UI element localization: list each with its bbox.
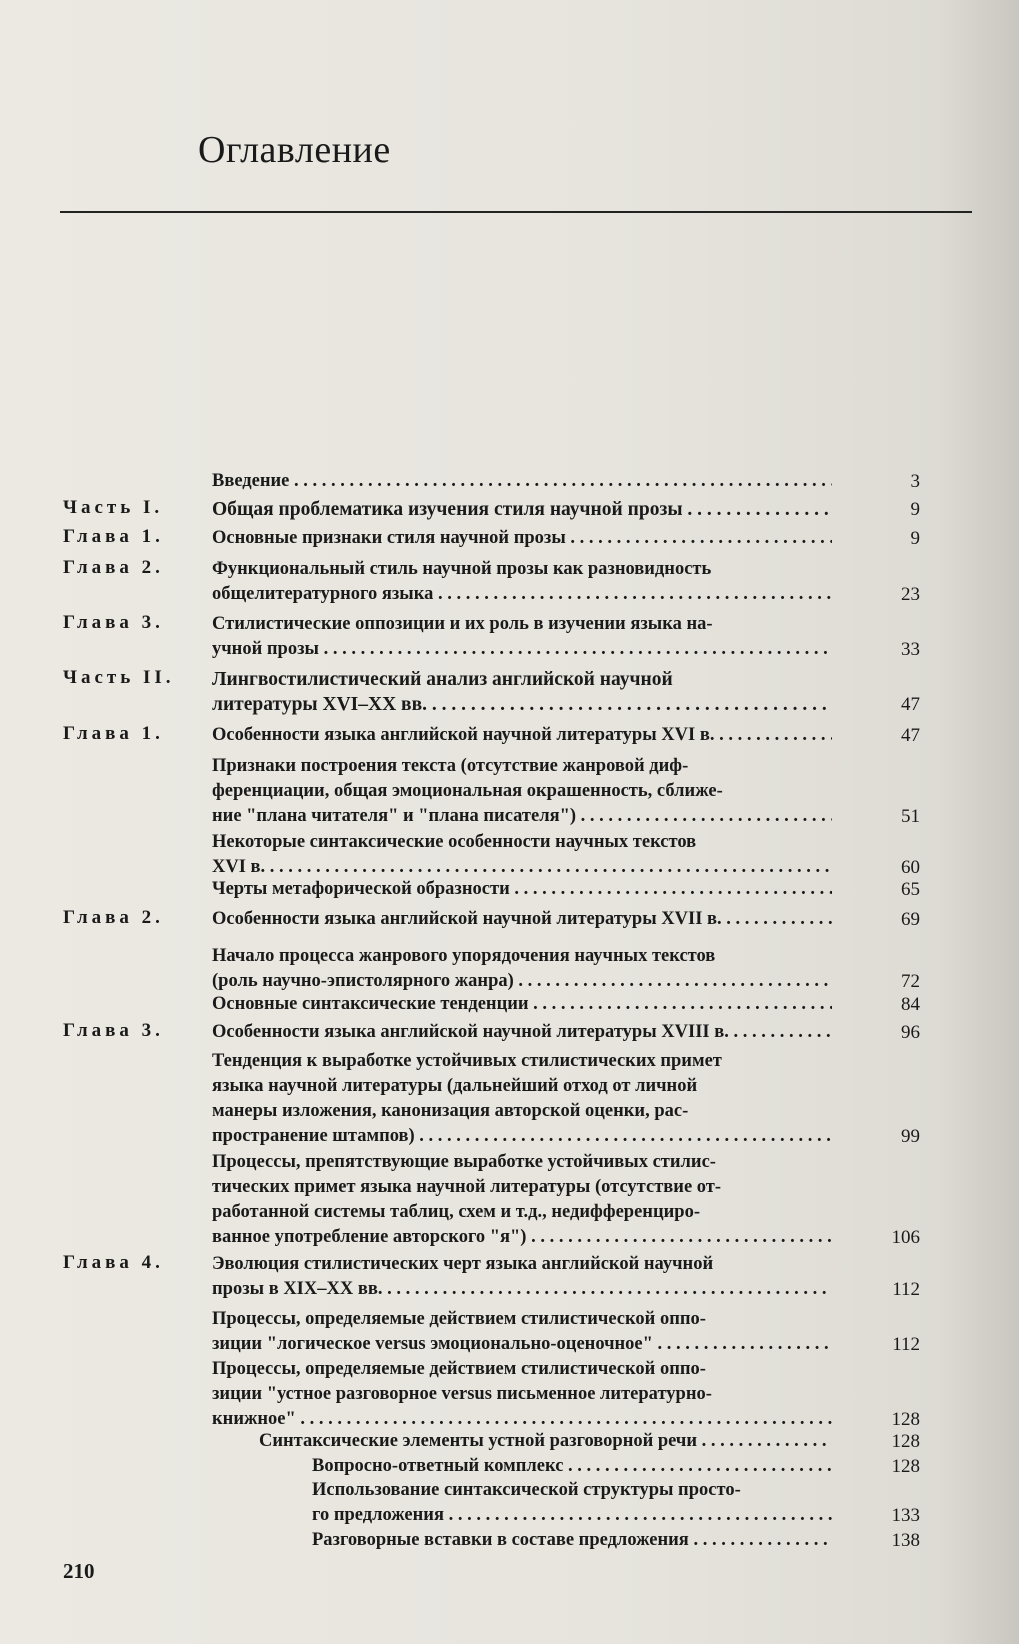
toc-entry-text-line: общелитературного языка . . . <box>212 582 832 607</box>
toc-entry-text-line: Основные синтаксические тенденции . . . <box>212 992 832 1017</box>
toc-entry-text-line: Эволюция стилистических черт языка английской научной <box>212 1254 714 1274</box>
toc-entry-label: Глава 3. <box>63 1020 164 1041</box>
toc-entry-label: Глава 2. <box>63 907 164 928</box>
toc-entry-page-number: 23 <box>901 584 920 605</box>
toc-entry-page-number: 72 <box>901 971 920 992</box>
toc-entry-text <box>212 497 832 522</box>
toc-entry-text-line: Особенности языка английской научной литературы XVI в. . . . <box>212 723 832 748</box>
toc-entry-text <box>212 1150 832 1250</box>
toc-entry-page-number: 128 <box>891 1409 920 1430</box>
toc-entry-text-line: учной прозы . . . <box>212 637 832 662</box>
toc-entry-label: Глава 4. <box>63 1252 164 1273</box>
toc-entry-text <box>312 1528 832 1553</box>
toc-entry-page-number: 51 <box>901 806 920 827</box>
toc-entry-text-line: Введение . . . <box>212 469 832 494</box>
toc-entry-text <box>212 612 832 662</box>
toc-entry-text-line: (роль научно-эпистолярного жанра) . . . <box>212 969 832 994</box>
toc-entry-text-line: Некоторые синтаксические особенности научных текстов <box>212 832 697 852</box>
toc-entry-page-number: 96 <box>901 1022 920 1043</box>
toc-entry-label: Часть I. <box>63 497 164 518</box>
toc-entry-text <box>212 992 832 1017</box>
toc-entry-text-line: тических примет языка научной литературы (отсутствие от- <box>212 1177 722 1197</box>
toc-entry-page-number: 133 <box>891 1505 920 1526</box>
toc-entry-text <box>312 1454 832 1479</box>
toc-entry-text-line: Процессы, препятствующие выработке устойчивых стилис- <box>212 1152 716 1172</box>
toc-entry-page-number: 106 <box>891 1227 920 1248</box>
toc-entry-text-line: ванное употребление авторского "я") . . . <box>212 1225 832 1250</box>
toc-entry-page-number: 33 <box>901 639 920 660</box>
toc-entry-text <box>212 944 832 994</box>
toc-entry-text-line: зиции "логическое versus эмоционально-оценочное" . . . <box>212 1332 832 1357</box>
toc-entry-label: Глава 2. <box>63 557 164 578</box>
toc-entry-text <box>212 1252 832 1302</box>
toc-entry-page-number: 9 <box>910 528 920 549</box>
toc-entry-text-line: прозы в XIX–XX вв. . . . <box>212 1277 832 1302</box>
toc-entry-text-line: Общая проблематика изучения стиля научной прозы . . . <box>212 497 832 522</box>
toc-entry-label: Глава 1. <box>63 723 164 744</box>
toc-entry-text-line: ние "плана читателя" и "плана писателя") . . . <box>212 804 832 829</box>
toc-entry-label: Часть II. <box>63 667 175 688</box>
toc-entry-page-number: 47 <box>901 725 920 746</box>
toc-entry-text-line: Начало процесса жанрового упорядочения научных текстов <box>212 946 716 966</box>
toc-entry-text-line: Функциональный стиль научной прозы как разновидность <box>212 559 712 579</box>
toc-entry-page-number: 9 <box>910 499 920 520</box>
toc-entry-text-line: манеры изложения, канонизация авторской оценки, рас- <box>212 1101 689 1121</box>
toc-entry-text <box>212 557 832 607</box>
toc-entry-page-number: 112 <box>892 1279 920 1300</box>
toc-entry-text-line: Лингвостилистический анализ английской научной <box>212 669 673 690</box>
toc-entry-label: Глава 3. <box>63 612 164 633</box>
page-number: 210 <box>63 1559 95 1583</box>
toc-entry-page-number: 3 <box>910 471 920 492</box>
toc-entry-page-number: 69 <box>901 909 920 930</box>
toc-entry-text-line: литературы XVI–XX вв. . . . <box>212 692 832 717</box>
toc-entry-text-line: Признаки построения текста (отсутствие жанровой диф- <box>212 756 689 776</box>
toc-entry-text <box>212 877 832 902</box>
toc-entry-text <box>212 526 832 551</box>
toc-entry-text-line: книжное" . . . <box>212 1407 832 1432</box>
toc-entry-page-number: 84 <box>901 994 920 1015</box>
toc-entry-text-line: Тенденция к выработке устойчивых стилистических примет <box>212 1051 722 1071</box>
toc-entry-text-line: Процессы, определяемые действием стилистической оппо- <box>212 1309 706 1329</box>
toc-entry-text <box>212 830 832 880</box>
toc-entry-text-line: Использование синтаксической структуры просто- <box>312 1480 741 1500</box>
toc-entry-page-number: 138 <box>891 1530 920 1551</box>
toc-entry-page-number: 99 <box>901 1126 920 1147</box>
toc-entry-page-number: 128 <box>891 1456 920 1477</box>
toc-entry-text <box>212 1020 832 1045</box>
toc-entry-text <box>212 1307 832 1357</box>
toc-entry-page-number: 112 <box>892 1334 920 1355</box>
toc-entry-text-line: пространение штампов) . . . <box>212 1124 832 1149</box>
toc-entry-page-number: 128 <box>891 1431 920 1452</box>
toc-entry-text-line: Черты метафорической образности . . . <box>212 877 832 902</box>
toc-entry-page-number: 60 <box>901 857 920 878</box>
toc-entry-text <box>212 907 832 932</box>
toc-entry-text <box>212 754 832 829</box>
toc-entry-text-line: работанной системы таблиц, схем и т.д., недифференциро- <box>212 1202 700 1222</box>
toc-entry-text-line: Особенности языка английской научной литературы XVII в. . . . <box>212 907 832 932</box>
toc-entry-text-line: Синтаксические элементы устной разговорной речи . . . <box>259 1429 832 1454</box>
toc-entry-text <box>259 1429 832 1454</box>
toc-entry-text-line: зиции "устное разговорное versus письменное литературно- <box>212 1384 712 1404</box>
toc-entry-page-number: 47 <box>901 694 920 715</box>
toc-entry-text <box>212 723 832 748</box>
toc-entry-text <box>212 1357 832 1432</box>
toc-entry-text <box>212 469 832 494</box>
toc-entry-text-line: Разговорные вставки в составе предложения . . . <box>312 1528 832 1553</box>
toc-entry-text-line: Процессы, определяемые действием стилистической оппо- <box>212 1359 706 1379</box>
toc-entry-label: Глава 1. <box>63 526 164 547</box>
toc-entry-text <box>212 1049 832 1149</box>
toc-entry-text-line: Особенности языка английской научной литературы XVIII в. . . . <box>212 1020 832 1045</box>
toc-entry-text-line: ференциации, общая эмоциональная окрашенность, сближе- <box>212 781 723 801</box>
toc-entry-text <box>312 1478 832 1528</box>
toc-entry-text-line: языка научной литературы (дальнейший отход от личной <box>212 1076 698 1096</box>
toc-entry-text-line: Основные признаки стиля научной прозы . . . <box>212 526 832 551</box>
toc-entry-text-line: XVI в. . . . <box>212 855 832 880</box>
toc-entry-text <box>212 667 832 717</box>
toc-entry-text-line: го предложения . . . <box>312 1503 832 1528</box>
toc-entry-text-line: Вопросно-ответный комплекс . . . <box>312 1454 832 1479</box>
title-rule <box>60 211 972 213</box>
toc-entry-page-number: 65 <box>901 879 920 900</box>
toc-entry-text-line: Стилистические оппозиции и их роль в изучении языка на- <box>212 614 713 634</box>
page-title: Оглавление <box>198 129 391 171</box>
